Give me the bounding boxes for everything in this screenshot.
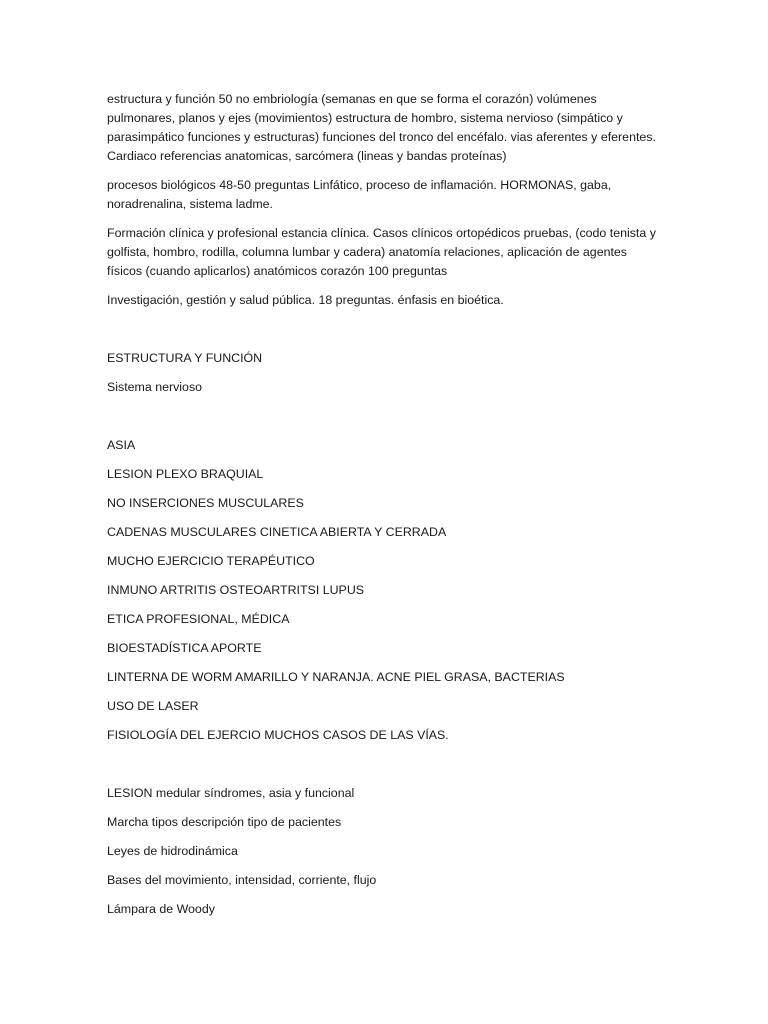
topic-line: LINTERNA DE WORM AMARILLO Y NARANJA. ACNE PIEL GRASA, BACTERIAS [107,670,565,684]
topic-line: ASIA [107,438,136,452]
topic-line: CADENAS MUSCULARES CINETICA ABIERTA Y CERRADA [107,525,447,539]
topic-line: NO INSERCIONES MUSCULARES [107,496,304,510]
intro-paragraph: estructura y función 50 no embriología (semanas en que se forma el corazón) volúmenes pulmonares, planos y ejes (movimientos) estructura de hombro, sistema nervioso (simpático y parasimpático funciones y estructuras) funciones del tronco del encéfalo. vias aferentes y eferentes. Cardiaco referencias anatomicas, sarcómera (lineas y bandas proteínas) [107,92,656,163]
note-line: LESION medular síndromes, asia y funcional [107,786,355,800]
intro-paragraph: procesos biológicos 48-50 preguntas Linfático, proceso de inflamación. HORMONAS, gaba, noradrenalina, sistema ladme. [107,178,612,211]
note-line: Lámpara de Woody [107,902,215,916]
topic-line: FISIOLOGÍA DEL EJERCIO MUCHOS CASOS DE LAS VÍAS. [107,728,449,742]
topic-line: LESION PLEXO BRAQUIAL [107,467,264,481]
intro-paragraph: Formación clínica y profesional estancia clínica. Casos clínicos ortopédicos pruebas, (codo tenista y golfista, hombro, rodilla, columna lumbar y cadera) anatomía relaciones, aplicación de agentes físicos (cuando aplicarlos) anatómicos corazón 100 preguntas [107,226,656,278]
topic-line: ETICA PROFESIONAL, MÉDICA [107,612,290,626]
spacer [107,407,663,436]
section-heading: ESTRUCTURA Y FUNCIÓN [107,351,263,365]
topic-line: USO DE LASER [107,699,199,713]
topic-line: MUCHO EJERCICIO TERAPÉUTICO [107,554,315,568]
document-page [107,90,663,929]
spacer [107,755,663,784]
spacer [107,320,663,349]
topic-line: BIOESTADÍSTICA APORTE [107,641,262,655]
note-line: Bases del movimiento, intensidad, corriente, flujo [107,873,377,887]
topic-line: INMUNO ARTRITIS OSTEOARTRITSI LUPUS [107,583,365,597]
note-line: Marcha tipos descripción tipo de pacientes [107,815,342,829]
intro-paragraph: Investigación, gestión y salud pública. 18 preguntas. énfasis en bioética. [107,293,504,307]
note-line: Leyes de hidrodinámica [107,844,238,858]
section-subheading: Sistema nervioso [107,380,203,394]
